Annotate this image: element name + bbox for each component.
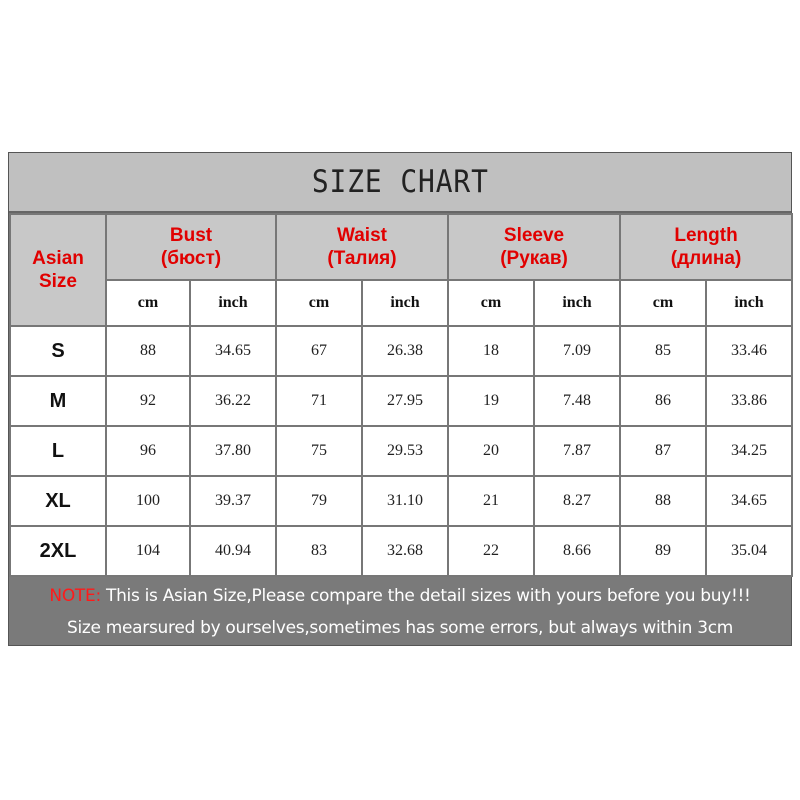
- measurement-cell: 18: [448, 326, 534, 376]
- measurement-cell: 22: [448, 526, 534, 576]
- measurement-cell: 32.68: [362, 526, 448, 576]
- size-label: XL: [10, 476, 106, 526]
- sleeve-header: [448, 214, 620, 280]
- table-row: [10, 326, 792, 376]
- measurement-cell: 79: [276, 476, 362, 526]
- measurement-cell: 27.95: [362, 376, 448, 426]
- measurement-cell: 75: [276, 426, 362, 476]
- sleeve-header-translation: (Рукав): [500, 248, 568, 269]
- measurement-cell: 34.65: [190, 326, 276, 376]
- measurement-cell: 96: [106, 426, 190, 476]
- unit-row: [10, 280, 792, 326]
- notes-bar: [9, 577, 791, 645]
- measurement-cell: 34.25: [706, 426, 792, 476]
- note-line-2: Size mearsured by ourselves,sometimes has some errors, but always within 3cm: [66, 618, 734, 638]
- asian-size-header-line1: Asian: [32, 248, 84, 269]
- unit-header: inch: [190, 280, 276, 326]
- measurement-cell: 89: [620, 526, 706, 576]
- note-prefix: NOTE:: [49, 586, 101, 606]
- size-label: 2XL: [10, 526, 106, 576]
- measurement-cell: 100: [106, 476, 190, 526]
- length-header: [620, 214, 792, 280]
- measurement-cell: 35.04: [706, 526, 792, 576]
- measurement-cell: 21: [448, 476, 534, 526]
- measurement-cell: 36.22: [190, 376, 276, 426]
- measurement-cell: 71: [276, 376, 362, 426]
- size-label: L: [10, 426, 106, 476]
- measurement-cell: 39.37: [190, 476, 276, 526]
- measurement-cell: 7.87: [534, 426, 620, 476]
- measurement-cell: 87: [620, 426, 706, 476]
- measurement-cell: 20: [448, 426, 534, 476]
- measurement-cell: 31.10: [362, 476, 448, 526]
- length-header-translation: (длина): [670, 248, 742, 269]
- length-header-label: Length: [674, 225, 738, 246]
- table-row: [10, 526, 792, 576]
- table-row: [10, 426, 792, 476]
- measurement-cell: 88: [620, 476, 706, 526]
- asian-size-header: [10, 214, 106, 326]
- measurement-cell: 33.86: [706, 376, 792, 426]
- unit-header: cm: [106, 280, 190, 326]
- measurement-cell: 8.66: [534, 526, 620, 576]
- asian-size-header-line2: Size: [38, 271, 78, 292]
- bust-header: [106, 214, 276, 280]
- header-row: [10, 214, 792, 280]
- size-label: S: [10, 326, 106, 376]
- chart-title: SIZE CHART: [311, 164, 489, 200]
- waist-header-label: Waist: [337, 225, 387, 246]
- unit-header: cm: [276, 280, 362, 326]
- measurement-cell: 19: [448, 376, 534, 426]
- data-rows: [10, 326, 792, 576]
- measurement-cell: 83: [276, 526, 362, 576]
- measurement-cell: 104: [106, 526, 190, 576]
- table-row: [10, 476, 792, 526]
- sleeve-header-label: Sleeve: [503, 225, 565, 246]
- unit-header: inch: [534, 280, 620, 326]
- unit-header: cm: [448, 280, 534, 326]
- size-label: M: [10, 376, 106, 426]
- measurement-cell: 86: [620, 376, 706, 426]
- measurement-cell: 29.53: [362, 426, 448, 476]
- measurement-cell: 85: [620, 326, 706, 376]
- bust-header-translation: (бюст): [160, 248, 222, 269]
- unit-header: inch: [706, 280, 792, 326]
- measurement-cell: 26.38: [362, 326, 448, 376]
- title-bar: [9, 153, 791, 213]
- note-text-1: This is Asian Size,Please compare the detail sizes with yours before you buy!!!: [100, 586, 751, 606]
- size-chart: [8, 152, 792, 646]
- measurement-cell: 88: [106, 326, 190, 376]
- measurement-cell: 40.94: [190, 526, 276, 576]
- measurement-cell: 34.65: [706, 476, 792, 526]
- measurement-cell: 7.48: [534, 376, 620, 426]
- table-row: [10, 376, 792, 426]
- waist-header-translation: (Талия): [327, 248, 397, 269]
- measurement-cell: 33.46: [706, 326, 792, 376]
- bust-header-label: Bust: [169, 225, 213, 246]
- size-table: [9, 213, 793, 577]
- measurement-cell: 8.27: [534, 476, 620, 526]
- measurement-cell: 37.80: [190, 426, 276, 476]
- measurement-cell: 92: [106, 376, 190, 426]
- unit-header: cm: [620, 280, 706, 326]
- waist-header: [276, 214, 448, 280]
- note-line-1: [9, 586, 791, 606]
- measurement-cell: 67: [276, 326, 362, 376]
- measurement-cell: 7.09: [534, 326, 620, 376]
- unit-header: inch: [362, 280, 448, 326]
